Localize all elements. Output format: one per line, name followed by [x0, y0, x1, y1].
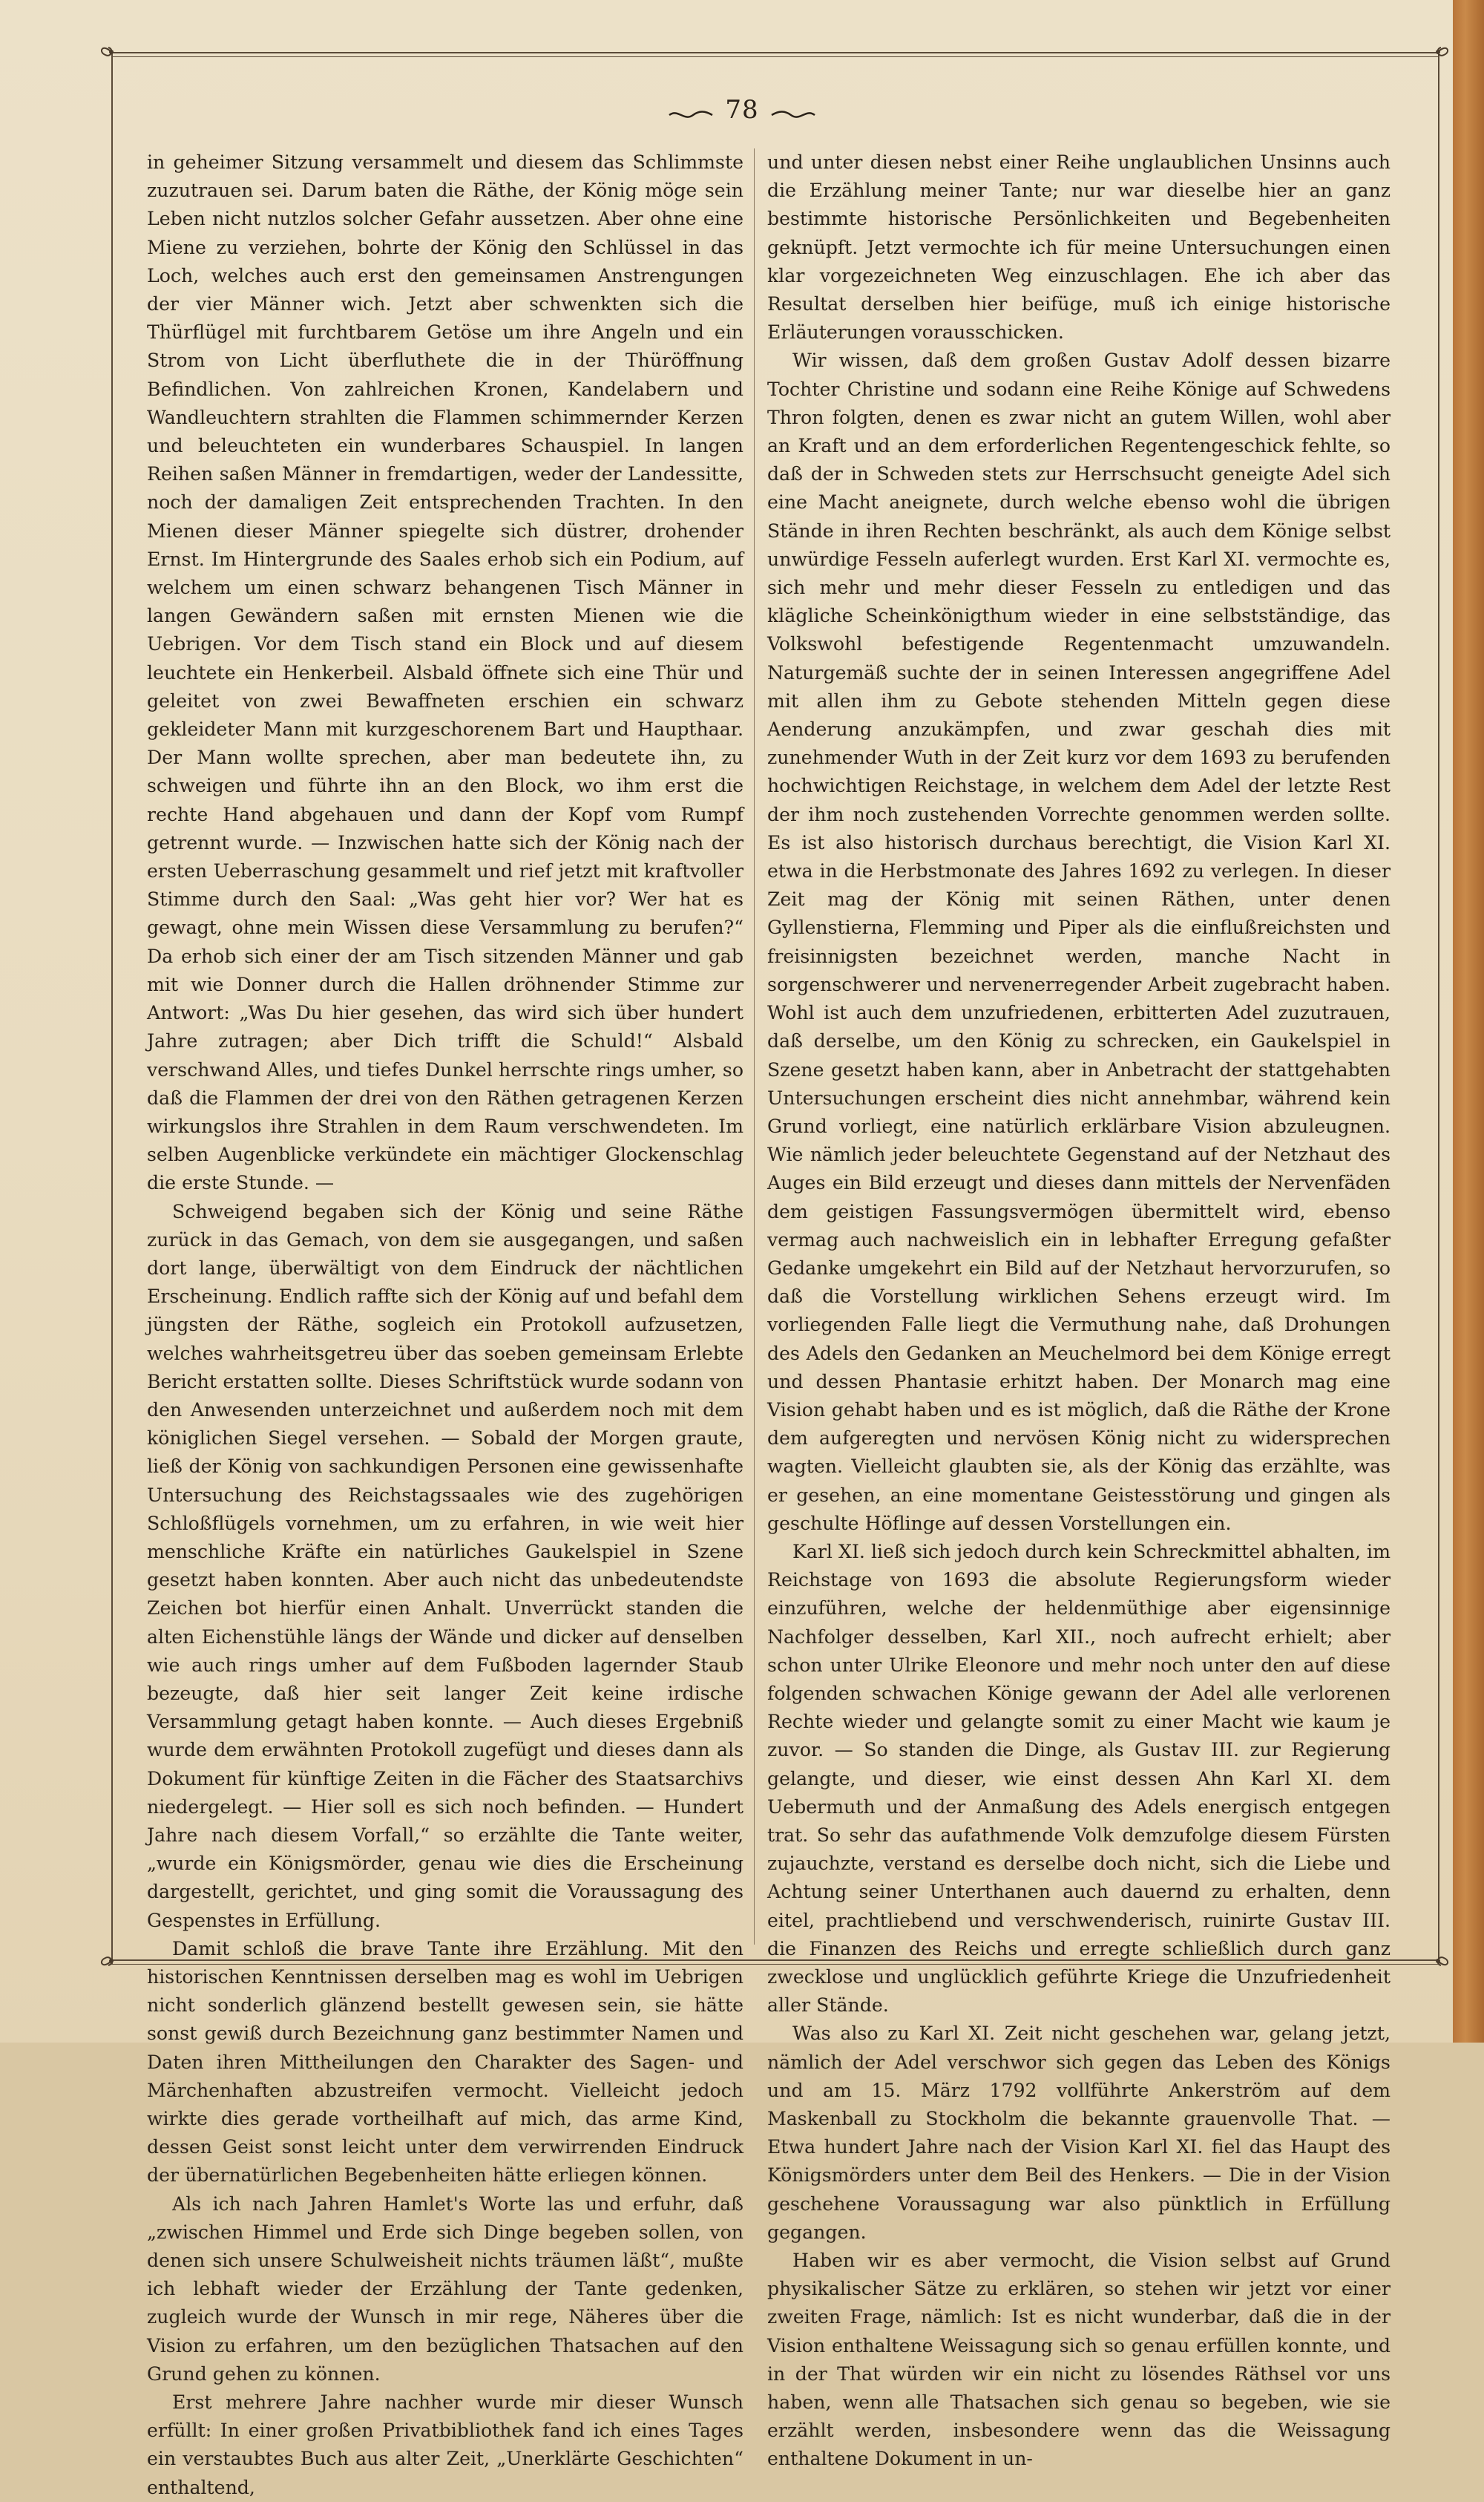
paragraph: Haben wir es aber vermocht, die Vision selbst auf Grund physikalischer Sätze zu erklären, so stehen wir jetzt vor einer zweiten Frage, nämlich: Ist es nicht wunderbar, daß die in der Vision enthaltene Weissagung sich so genau erfüllen konnte, und in der That würden wir ein nicht zu lösendes Räthsel vor uns haben, wenn alle Thatsachen sich genau so begeben, wie sie erzählt werden, insbesondere wenn das die Weissagung enthaltene Dokument in un-	[767, 2250, 1391, 2470]
frame-rule-top-inner	[111, 56, 1439, 57]
paragraph: Als ich nach Jahren Hamlet's Worte las und erfuhr, daß „zwischen Himmel und Erde sich Dinge begeben sollen, von denen sich unsere Schulweisheit nichts träumen läßt“, mußte ich lebhaft wieder der Erzählung der Tante gedenken, zugleich wurde der Wunsch in mir rege, Näheres über die Vision zu erfahren, um den bezüglichen Thatsachen auf den Grund gehen zu können.	[147, 2192, 743, 2385]
frame-rule-left	[111, 52, 113, 1964]
paragraph: Damit schloß die brave Tante ihre Erzählung. Mit den historischen Kenntnissen derselben mag es wohl im Uebrigen nicht sonderlich glänzend bestellt gewesen sein, sie hätte sonst gewiß durch Bezeichnung ganz bestimmter Namen und Daten ihren Mittheilungen den Charakter des Sagen- und Märchenhaften abzustreifen vermocht. Vielleicht jedoch wirkte dies gerade vortheilhaft auf mich, das arme Kind, dessen Geist sonst leicht unter dem verwirrenden Eindruck der übernatürlichen Begebenheiten hätte erliegen können.	[147, 1937, 743, 2187]
right-flourish-icon	[770, 108, 816, 122]
paragraph: Was also zu Karl XI. Zeit nicht geschehen war, gelang jetzt, nämlich der Adel verschwor sich gegen das Leben des Königs und am 15. März 1792 vollführte Ankerström auf dem Maskenball zu Stockholm die bekannte grauenvolle That. — Etwa hundert Jahre nach der Vision Karl XI. fiel das Haupt des Königsmörders unter dem Beil des Henkers. — Die in der Vision geschehene Voraussagung war also pünktlich in Erfüllung gegangen.	[767, 2023, 1391, 2243]
paragraph: Wir wissen, daß dem großen Gustav Adolf dessen bizarre Tochter Christine und sodann eine Reihe Könige auf Schwedens Thron folgten, denen es zwar nicht an gutem Willen, wohl aber an Kraft und an dem erforderlichen Regentengeschick fehlte, so daß der in Schweden stets zur Herrschsucht geneigte Adel sich eine Macht aneignete, durch welche ebenso wohl die übrigen Stände in ihren Rechten beschränkt, als auch dem Könige selbst unwürdige Fesseln auferlegt wurden. Erst Karl XI. vermochte es, sich mehr und mehr dieser Fesseln zu entledigen und das klägliche Scheinkönigthum wieder in eine selbstständige, das Volkswohl befestigende Regentenmacht umzuwandeln. Naturgemäß suchte der in seinen Interessen angegriffene Adel mit allen ihm zu Gebote stehenden Mitteln gegen diese Aenderung anzukämpfen, und zwar geschah dies mit zunehmender Wuth in der Zeit kurz vor dem 1693 zu berufenden hochwichtigen Reichstage, in welchem dem Adel der letzte Rest der ihm noch zustehenden Vorrechte genommen werden sollte. Es ist also historisch durchaus berechtigt, die Vision Karl XI. etwa in die Herbstmonate des Jahres 1692 zu verlegen. In dieser Zeit mag der König mit seinen Räthen, unter denen Gyllenstierna, Flemming und Piper als die einflußreichsten und freisinnigsten bezeichnet werden, manche Nacht in sorgenschwerer und nervenerregender Arbeit zugebracht haben. Wohl ist auch dem unzufriedenen, erbitterten Adel zuzutrauen, daß derselbe, um den König zu schrecken, ein Gaukelspiel in Szene gesetzt haben kann, aber in Anbetracht der stattgehabten Untersuchungen erscheint dies nicht annehmbar, während kein Grund vorliegt, eine natürlich erklärbare Vision abzuleugnen. Wie nämlich jeder beleuchtete Gegenstand auf der Netzhaut des Auges ein Bild erzeugt und dieses dann mittels der Nervenfäden dem geistigen Fassungsvermögen übermittelt wird, ebenso vermag auch nachweislich ein in lebhafter Erregung gefaßter Gedanke umgekehrt ein Bild auf der Netzhaut hervorzurufen, so daß die Vorstellung wirklichen Sehens erzeugt wird. Im vorliegenden Falle liegt die Vermuthung nahe, daß Drohungen des Adels den Gedanken an Meuchelmord bei dem Könige erregt und dessen Phantasie erhitzt haben. Der Monarch mag eine Vision gehabt haben und es ist möglich, daß die Räthe der Krone dem aufgeregten und nervösen König nicht zu widersprechen wagten. Vielleicht glaubten sie, als der König das erzählte, was er gesehen, an eine momentane Geistesstörung und gingen als geschulte Höflinge auf dessen Vorstellungen ein.	[767, 350, 1391, 1534]
frame-rule-right	[1438, 52, 1439, 1964]
corner-ornament-icon	[1422, 1945, 1454, 1977]
frame-rule-top	[111, 52, 1439, 53]
binding-edge	[1453, 0, 1484, 2043]
left-flourish-icon	[668, 108, 714, 122]
right-column	[767, 148, 1391, 2470]
paragraph: und unter diesen nebst einer Reihe unglaublichen Unsinns auch die Erzählung meiner Tante; nur war dieselbe hier an ganz bestimmte historische Persönlichkeiten und Begebenheiten geknüpft. Jetzt vermochte ich für meine Untersuchungen einen klar vorgezeichneten Weg einzuschlagen. Ehe ich aber das Resultat derselben hier beifüge, muß ich einige historische Erläuterungen vorausschicken.	[767, 151, 1391, 344]
corner-ornament-icon	[95, 36, 128, 68]
column-divider	[754, 148, 755, 1945]
left-column	[147, 148, 743, 2498]
page-number: 78	[725, 95, 759, 125]
paragraph: Erst mehrere Jahre nachher wurde mir dieser Wunsch erfüllt: In einer großen Privatbibliothek fand ich eines Tages ein verstaubtes Buch aus alter Zeit, „Unerklärte Geschichten“ enthaltend,	[147, 2391, 743, 2498]
paragraph: in geheimer Sitzung versammelt und diesem das Schlimmste zuzutrauen sei. Darum baten die Räthe, der König möge sein Leben nicht nutzlos solcher Gefahr aussetzen. Aber ohne eine Miene zu verziehen, bohrte der König den Schlüssel in das Loch, welches auch erst den gemeinsamen Anstrengungen der vier Männer wich. Jetzt aber schwenkten sich die Thürflügel mit furchtbarem Getöse um ihre Angeln und ein Strom von Licht überfluthete die in der Thüröffnung Befindlichen. Von zahlreichen Kronen, Kandelabern und Wandleuchtern strahlten die Flammen schimmernder Kerzen und beleuchteten ein wunderbares Schauspiel. In langen Reihen saßen Männer in fremdartigen, weder der Landessitte, noch der damaligen Zeit entsprechenden Trachten. In den Mienen dieser Männer spiegelte sich düstrer, drohender Ernst. Im Hintergrunde des Saales erhob sich ein Podium, auf welchem um einen schwarz behangenen Tisch Männer in langen Gewändern saßen mit ernsten Mienen wie die Uebrigen. Vor dem Tisch stand ein Block und auf diesem leuchtete ein Henkerbeil. Alsbald öffnete sich eine Thür und geleitet von zwei Bewaffneten erschien ein schwarz gekleideter Mann mit kurzgeschorenem Bart und Haupthaar. Der Mann wollte sprechen, aber man bedeutete ihn, zu schweigen und führte ihn an den Block, wo ihm erst die rechte Hand abgehauen und dann der Kopf vom Rumpf getrennt wurde. — Inzwischen hatte sich der König nach der ersten Ueberraschung gesammelt und rief jetzt mit kraftvoller Stimme durch den Saal: „Was geht hier vor? Wer hat es gewagt, ohne mein Wissen diese Versammlung zu berufen?“ Da erhob sich einer der am Tisch sitzenden Männer und gab mit wie Donner durch die Hallen dröhnender Stimme zur Antwort: „Was Du hier gesehen, das wird sich über hundert Jahre zutragen; aber Dich trifft die Schuld!“ Alsbald verschwand Alles, und tiefes Dunkel herrschte rings umher, so daß die Flammen der drei von den Räthen getragenen Kerzen wirkungslos ihre Strahlen in dem Raum verschwendeten. Im selben Augenblicke verkündete ein mächtiger Glockenschlag die erste Stunde. —	[147, 151, 743, 1194]
page-header	[668, 95, 816, 132]
paragraph: Schweigend begaben sich der König und seine Räthe zurück in das Gemach, von dem sie ausgegangen, und saßen dort lange, überwältigt von dem Eindruck der nächtlichen Erscheinung. Endlich raffte sich der König auf und befahl dem jüngsten der Räthe, sogleich ein Protokoll aufzusetzen, welches wahrheitsgetreu über das soeben gemeinsam Erlebte Bericht erstatten sollte. Dieses Schriftstück wurde sodann von den Anwesenden unterzeichnet und außerdem noch mit dem königlichen Siegel versehen. — Sobald der Morgen graute, ließ der König von sachkundigen Personen eine gewissenhafte Untersuchung des Reichstagssaales wie des zugehörigen Schloßflügels vornehmen, um zu erfahren, in wie weit hier menschliche Kräfte ein natürliches Gaukelspiel in Szene gesetzt haben konnten. Aber auch nicht das unbedeutendste Zeichen bot hierfür einen Anhalt. Unverrückt standen die alten Eichenstühle längs der Wände und dicker auf denselben wie auch rings umher auf dem Fußboden lagernder Staub bezeugte, daß hier seit langer Zeit keine irdische Versammlung getagt haben konnte. — Auch dieses Ergebniß wurde dem erwähnten Protokoll zugefügt und dieses dann als Dokument für künftige Zeiten in die Fächer des Staatsarchivs niedergelegt. — Hier soll es sich noch befinden. — Hundert Jahre nach diesem Vorfall,“ so erzählte die Tante weiter, „wurde ein Königsmörder, genau wie dies die Erscheinung dargestellt, gerichtet, und ging somit die Voraussagung des Gespenstes in Erfüllung.	[147, 1200, 743, 1931]
corner-ornament-icon	[95, 1945, 128, 1977]
paragraph: Karl XI. ließ sich jedoch durch kein Schreckmittel abhalten, im Reichstage von 1693 die absolute Regierungsform wieder einzuführen, welche der heldenmüthige aber eigensinnige Nachfolger desselben, Karl XII., noch aufrecht erhielt; aber schon unter Ulrike Eleonore und mehr noch unter den auf diese folgenden schwachen Könige gewann der Adel alle verlorenen Rechte wieder und gelangte somit zu einer Macht wie kaum je zuvor. — So standen die Dinge, als Gustav III. zur Regierung gelangte, und dieser, wie einst dessen Ahn Karl XI. dem Uebermuth und der Anmaßung des Adels energisch entgegen trat. So sehr das aufathmende Volk demzufolge diesem Fürsten zujauchzte, verstand es derselbe doch nicht, sich die Liebe und Achtung seiner Unterthanen auch dauernd zu erhalten, denn eitel, prachtliebend und verschwenderisch, ruinirte Gustav III. die Finanzen des Reichs und erregte schließlich durch ganz zwecklose und unglücklich geführte Kriege die Unzufriedenheit aller Stände.	[767, 1540, 1391, 2017]
corner-ornament-icon	[1422, 36, 1454, 68]
